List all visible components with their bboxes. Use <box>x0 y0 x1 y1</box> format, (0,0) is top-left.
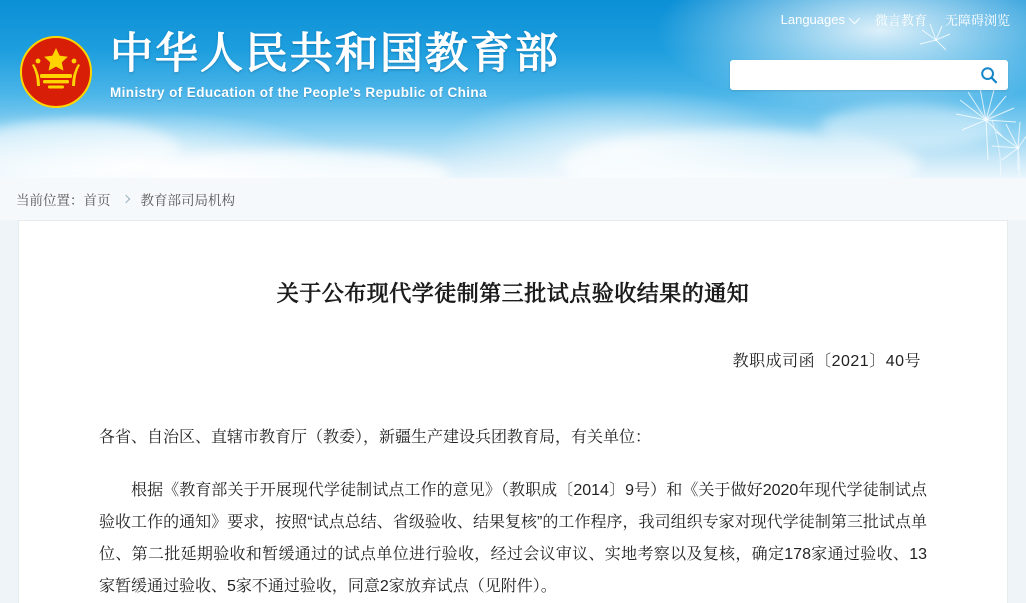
page-background <box>0 220 1026 603</box>
site-header <box>0 0 1026 178</box>
weiyan-education-link[interactable] <box>875 10 927 29</box>
document-number: 教职成司函〔2021〕40号 <box>732 353 921 370</box>
breadcrumb-prefix: 当前位置： <box>16 193 84 208</box>
language-switcher-label: Languages <box>780 12 845 27</box>
header-utility-bar <box>781 10 1010 29</box>
search-box[interactable] <box>730 60 1008 90</box>
document-title: 关于公布现代学徒制第三批试点验收结果的通知 <box>276 281 750 306</box>
document-paper <box>18 220 1008 603</box>
brand-title-en: Ministry of Education of the People's Republic of China <box>110 85 487 101</box>
brand-text <box>110 30 560 100</box>
site-brand[interactable] <box>18 30 560 110</box>
breadcrumb-item-department[interactable]: 教育部司局机构 <box>140 193 235 208</box>
search-icon <box>980 66 998 84</box>
cloud-decoration <box>150 150 450 178</box>
search-button[interactable] <box>970 60 1008 90</box>
document-salutation: 各省、自治区、直辖市教育厅（教委），新疆生产建设兵团教育局，有关单位： <box>99 429 652 446</box>
weiyan-education-label: 微言教育 <box>874 13 927 28</box>
chevron-down-icon <box>849 12 860 23</box>
chevron-right-icon <box>121 195 129 203</box>
accessibility-browse-label: 无障碍浏览 <box>944 13 1010 28</box>
brand-title-cn: 中华人民共和国教育部 <box>110 29 560 79</box>
breadcrumb <box>0 178 1026 220</box>
search-input[interactable] <box>730 60 970 90</box>
national-emblem-icon <box>18 34 94 110</box>
language-switcher[interactable] <box>781 12 857 27</box>
accessibility-browse-link[interactable] <box>945 10 1010 29</box>
document-paragraph: 根据《教育部关于开展现代学徒制试点工作的意见》（教职成〔2014〕9号）和《关于做好2020年现代学徒制试点验收工作的通知》要求，按照“试点总结、省级验收、结果复核”的工作程序，我司组织专家对现代学徒制第三批试点单位、第二批延期验收和暂缓通过的试点单位进行验收，经过会议审议、实地考察以及复核，确定178家通过验收、13家暂缓通过验收、5家不通过验收，同意2家放弃试点（见附件）。 <box>99 482 927 596</box>
breadcrumb-item-home[interactable]: 首页 <box>83 193 111 208</box>
